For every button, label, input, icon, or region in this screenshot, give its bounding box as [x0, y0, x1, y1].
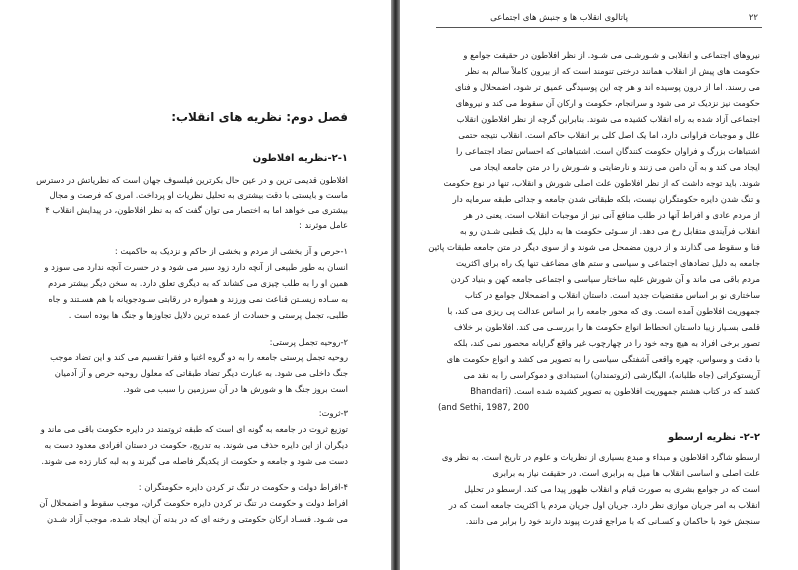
text-line: فنا و سقوط می گذارند و از درون مضمحل می شوند و از سوی دیگر در متن جامعه طبقات پائین — [428, 242, 760, 252]
header-rule — [436, 27, 762, 28]
text-line: ماست و بایستی با دقت بیشتری به تحلیل نظریات او پرداخت. امری که فرصت و مجال — [49, 190, 348, 200]
text-line: علل و موجبات فراوانی دارد، اما یک اصل کلی بر انقلاب حاکم است. انقلاب نتیجه حتمی — [458, 130, 760, 140]
text-line: اجتماعی آزاد شده به راه انقلاب کشیده می شوند. بنابراین گرچه از نظر افلاطون انقلاب — [456, 114, 760, 124]
text-line: طلبی، تجمل پرستی و حسادت از عمده ترین دلایل تجاوزها و جنگ ها بوده است . — [68, 310, 348, 320]
text-line: تصور برخی افراد به هیچ وجه خود را در چهارچوب غیر واقع گرایانه محصور نمی کند، بلکه — [453, 338, 760, 348]
text-line: آریستوکراتی (جاه طلبانه)، الیگارشی (ثروتمندان) استبدادی و دموکراسی را به نقد می — [463, 370, 760, 380]
list-item-heading: ۲-روحیه تجمل پرستی: — [269, 337, 348, 347]
text-line: می شـود. فسـاد ارکان حکومتی و رخنه ای که در بدنه آن ایجاد شـده، موجب آزاد شـدن — [46, 514, 348, 524]
text-line: شوند. باید توجه داشت که از نظر افلاطون علت اصلی شورش و انقلاب، تنها در نوع حکومت — [443, 178, 760, 188]
text-line: افلاطون قدیمی ترین و در عین حال بکرترین فیلسوف جهان است که نظریاتش در دسترس — [36, 175, 348, 185]
text-line: از مردم عادی و افراط آنها در طلب منافع آنی نیز از موجبات انقلاب است. یعنی در هر — [463, 210, 760, 220]
text-line: جنگ داخلی می شود. به عبارت دیگر تضاد طبقاتی که معلول روحیه حرص و آز آدمیان — [54, 368, 348, 378]
text-line: اشتباهات بزرگ و فراوان حکومت کنندگان است. اشتباهاتی که احساس تضاد اجتماعی را — [455, 146, 760, 156]
text-line: مردم باقی می ماند و آن شورش علیه ساختار سیاسی و اجتماعی جامعه کهن و بنیاد کردن — [450, 274, 760, 284]
text-line: توزیع ثروت در جامعه به گونه ای است که طبقه ثروتمند در دایره حکومت باقی می ماند و — [40, 424, 348, 434]
text-line: حکومت نیز نزدیک تر می شود و سرانجام، حکومت و ارکان آن سقوط می کند و نیروهای — [455, 98, 760, 108]
text-line: قلمی بسـیار زیبا داسـتان انحطاط انواع حکومت ها را بررسـی می کند. افلاطون بر خلاف — [454, 322, 760, 332]
left-page — [0, 0, 391, 570]
text-line: ایجاد می کند و به آن دامن می زنند و نارضایتی و شـورش را در متن جامعه ایجاد می — [469, 162, 760, 172]
text-line: جمهوریت افلاطون آمده است. وی که محور جامعه را بر اساس عدالت پی ریزی می کند، با — [447, 306, 760, 316]
text-line: علت اصلی و اساسی انقلاب ها میل به برابری است. در حقیقت نیاز به برابری — [492, 468, 760, 478]
text-line: همین او را به طلب چیزی می کشاند که به دیگری تعلق دارد. به سخن دیگر بیشتر مردم — [48, 278, 348, 288]
list-item-heading: ۳-ثروت: — [318, 408, 348, 418]
text-line: انقلاب فرآیندی متقابل رخ می دهد. از سـوئی حکومت ها به دلیل یک قطبی شـدن رو به — [459, 226, 760, 236]
text-line: سنجش خود با حاکمان و کسـانی که با مراجع قدرت پیوند دارند خود را برابر می دانند. — [465, 516, 760, 526]
running-header: پاتالوی انقلاب ها و جنبش های اجتماعی — [490, 13, 628, 23]
text-line: انقلاب به امر جریان موازی نظر دارد. جریان اول جریان مردم یا اکثریت جامعه است که در — [448, 500, 760, 510]
text-line: به سـاده زیسـتن قناعت نمی ورزند و همواره در رقابتی سـودجویانه با هم هسـتند و جاه — [48, 294, 348, 304]
text-line: با دقت و وسواس، چهره واقعی آشفتگی سیاسی را به تصویر می کشد و انواع حکومت های — [446, 354, 760, 364]
text-line: و تنگ شدن دایره حکومتگران نیست، بلکه طبقاتی شدن جامعه و جدائی طبقه سرمایه دار — [452, 194, 760, 204]
citation-line: and Sethi, 1987, 200) — [438, 402, 530, 412]
text-line: است که در جوامع بشری به صورت قیام و انقلاب ظهور پیدا می کند. ارسطو در تحلیل — [464, 484, 760, 494]
chapter-title: فصل دوم: نظریه های انقلاب: — [171, 110, 348, 124]
list-item-heading: ۱-حرص و آز بخشی از مردم و بخشی از حاکم و نزدیک به حاکمیت : — [114, 246, 348, 256]
text-line: می رسند. اما از درون پوسیده اند و هر چه این پوسیدگی عمیق تر شود، اضمحلال و فنای — [455, 82, 760, 92]
text-line: نیروهای اجتماعی و انقلابی و شـورشـی می شـود. از نظر افلاطون در حقیقت جوامع و — [463, 50, 760, 60]
text-line: دیگران از این دایره حذف می شوند. به تدریج، حکومت در دستان افرادی معدود دست به — [44, 440, 348, 450]
text-line: روحیه تجمل پرستی جامعه را به دو گروه اغنیا و فقرا تقسیم می کند و این تضاد موجب — [50, 352, 348, 362]
text-line: است بروز جنگ ها و شورش ها در آن سرزمین را سبب می شود. — [123, 384, 348, 394]
right-page — [400, 0, 798, 570]
section-heading-aristotle: ۲-۲- نظریه ارسطو — [667, 432, 760, 443]
section-heading-plato: ۲-۱-نظریه افلاطون — [252, 153, 348, 164]
text-line: انسان به طور طبیعی از آنچه دارد زود سیر می شود و در حسرت آنچه ندارد می سوزد و — [44, 262, 348, 272]
text-line: کشد که در کتاب هشتم جمهوریت افلاطون به تصویر کشیده شده است. (Bhandari — [470, 386, 760, 396]
text-line: ارسطو شاگرد افلاطون و مبداء و مبدع بسیاری از نظریات و علوم در تاریخ است. به نظر وی — [441, 452, 760, 462]
book-gutter — [391, 0, 400, 570]
text-line: حکومت های پیش از انقلاب همانند درختی تنومند است که از بیرون کاملاً سالم به نظر — [465, 66, 760, 76]
list-item-heading: ۴-افراط دولت و حکومت در تنگ تر کردن دایره حکومتگران : — [138, 482, 348, 492]
text-line: جامعه به دلیل تضادهای اجتماعی و سیاسی و ستم های مضاعف تنها یک راه برای اکثریت — [456, 258, 760, 268]
page-number: ۲۲ — [748, 13, 758, 23]
text-line: دست می شود و جامعه و حکومت از یکدیگر فاصله می گیرند و به لبه کنار زده می شوند. — [41, 456, 348, 466]
text-line: افراط دولت و حکومت در تنگ تر کردن دایره حکومت گران، موجب سقوط و اضمحلال آن — [39, 498, 348, 508]
text-line: عامل موثرند : — [298, 220, 348, 230]
text-line: بیشتری می خواهد اما به اختصار می توان گفت که به نظر افلاطون، در پیدایش انقلاب ۴ — [45, 205, 348, 215]
text-line: ساختاری نو بر اساس مقتضیات جدید است. داستان انقلاب و اضمحلال جوامع در کتاب — [464, 290, 760, 300]
